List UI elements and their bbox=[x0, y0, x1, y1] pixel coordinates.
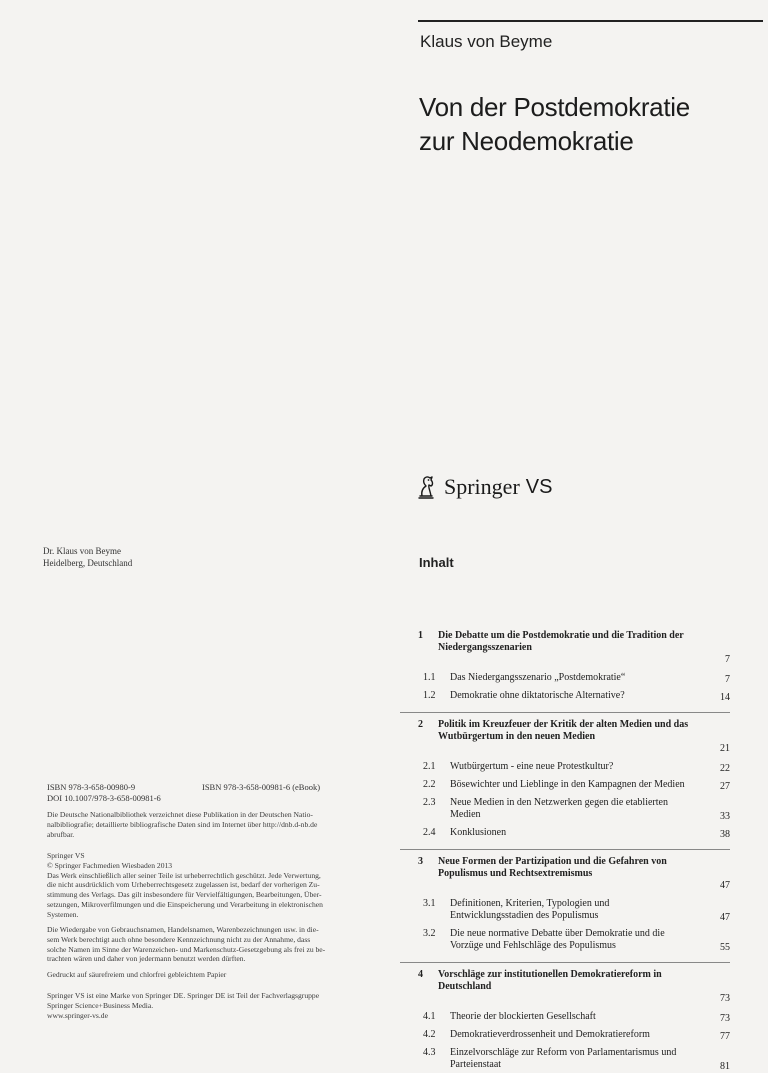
toc-section-number: 2.3 bbox=[423, 797, 436, 808]
isbn-block bbox=[47, 782, 337, 804]
toc-chapter bbox=[400, 712, 730, 839]
toc-page-number: 22 bbox=[720, 763, 730, 774]
legal-line: Die Wiedergabe von Gebrauchsnamen, Handelsnamen, Warenbezeichnungen usw. in die- bbox=[47, 925, 319, 934]
toc-section[interactable] bbox=[400, 827, 730, 839]
legal-line: Das Werk einschließlich aller seiner Teile ist urheberrechtlich geschützt. Jede Verwertung, bbox=[47, 870, 321, 880]
toc-section[interactable] bbox=[400, 779, 730, 791]
toc-section-number: 4.2 bbox=[423, 1029, 436, 1040]
toc-section-title: Einzelvorschläge zur Reform von Parlamentarismus und Parteienstaat bbox=[450, 1047, 677, 1070]
address-name: Dr. Klaus von Beyme bbox=[43, 546, 121, 556]
toc-page-number: 14 bbox=[720, 692, 730, 703]
toc-section-title: Definitionen, Kriterien, Typologien und Entwicklungsstadien des Populismus bbox=[450, 898, 610, 921]
toc-chapter-heading[interactable] bbox=[400, 969, 730, 1004]
legal-line: Gedruckt auf säurefreiem und chlorfrei gebleichtem Papier bbox=[47, 970, 227, 979]
toc-chapter-title: Politik im Kreuzfeuer der Kritik der alten Medien und das Wutbürgertum in den neuen Medien bbox=[438, 719, 689, 742]
legal-line: sem Werk berechtigt auch ohne besondere Kennzeichnung nicht zu der Annahme, dass bbox=[47, 934, 311, 944]
isbn-print: ISBN 978-3-658-00980-9 bbox=[47, 782, 136, 792]
toc-chapter-number: 3 bbox=[418, 856, 423, 867]
legal-line: abrufbar. bbox=[47, 829, 75, 839]
legal-line: © Springer Fachmedien Wiesbaden 2013 bbox=[47, 860, 173, 870]
paper-notice bbox=[47, 970, 357, 980]
toc-page-number: 73 bbox=[720, 993, 730, 1004]
toc-section-number: 4.3 bbox=[423, 1047, 436, 1058]
toc-section-title: Bösewichter und Lieblinge in den Kampagnen der Medien bbox=[450, 779, 685, 790]
toc-section[interactable] bbox=[400, 1029, 730, 1041]
imprint-notice bbox=[47, 991, 357, 1020]
toc-page-number: 7 bbox=[725, 674, 730, 685]
address-city: Heidelberg, Deutschland bbox=[43, 558, 133, 568]
toc-section-title: Konklusionen bbox=[450, 827, 507, 838]
toc-chapter-title: Die Debatte um die Postdemokratie und die Tradition der Niedergangsszenarien bbox=[438, 630, 684, 653]
legal-line: stimmung des Verlags. Das gilt insbesondere für Vervielfältigungen, Bearbeitungen, Über- bbox=[47, 890, 322, 900]
toc-section-title: Theorie der blockierten Gesellschaft bbox=[450, 1011, 596, 1022]
toc-section[interactable] bbox=[400, 672, 730, 684]
toc-section[interactable] bbox=[400, 761, 730, 773]
legal-line: Springer VS ist eine Marke von Springer DE. Springer DE ist Teil der Fachverlagsgruppe bbox=[47, 991, 320, 1000]
toc-chapter-heading[interactable] bbox=[400, 630, 730, 665]
legal-line: www.springer-vs.de bbox=[47, 1010, 108, 1020]
toc-page-number: 7 bbox=[725, 654, 730, 665]
legal-line: Springer Science+Business Media. bbox=[47, 1000, 154, 1010]
toc-page-number: 81 bbox=[720, 1061, 730, 1072]
toc-chapter-number: 2 bbox=[418, 719, 423, 730]
toc-section-number: 1.1 bbox=[423, 672, 436, 683]
springer-horse-icon bbox=[414, 474, 438, 500]
toc-section-number: 2.1 bbox=[423, 761, 436, 772]
toc-section-title: Demokratieverdrossenheit und Demokratiereform bbox=[450, 1029, 650, 1040]
isbn-ebook: ISBN 978-3-658-00981-6 (eBook) bbox=[202, 782, 321, 792]
toc-page-number: 55 bbox=[720, 942, 730, 953]
toc-page-number: 33 bbox=[720, 811, 730, 822]
toc-section[interactable] bbox=[400, 928, 730, 952]
toc-chapter-number: 4 bbox=[418, 969, 423, 980]
toc-chapter bbox=[400, 849, 730, 952]
book-title bbox=[419, 90, 690, 158]
toc-page-number: 47 bbox=[720, 880, 730, 891]
title-rule bbox=[418, 20, 763, 22]
toc-section[interactable] bbox=[400, 1011, 730, 1023]
author-address bbox=[43, 545, 132, 569]
toc-page-number: 73 bbox=[720, 1013, 730, 1024]
toc-section[interactable] bbox=[400, 797, 730, 821]
toc-page-number: 27 bbox=[720, 781, 730, 792]
toc-chapter-title: Vorschläge zur institutionellen Demokratiereform in Deutschland bbox=[438, 969, 662, 992]
toc-section-number: 2.2 bbox=[423, 779, 436, 790]
toc-section-title: Demokratie ohne diktatorische Alternative? bbox=[450, 690, 625, 701]
toc-section[interactable] bbox=[400, 690, 730, 702]
toc-chapter-heading[interactable] bbox=[400, 719, 730, 754]
book-title-line-2: zur Neodemokratie bbox=[419, 126, 634, 156]
toc-page-number: 38 bbox=[720, 829, 730, 840]
toc-section-title: Wutbürgertum - eine neue Protestkultur? bbox=[450, 761, 614, 772]
dnb-notice bbox=[47, 810, 357, 839]
publisher-name: Springer bbox=[444, 474, 520, 499]
toc-section-number: 3.2 bbox=[423, 928, 436, 939]
toc-section-number: 2.4 bbox=[423, 827, 436, 838]
toc-page-number: 47 bbox=[720, 912, 730, 923]
trademark-notice bbox=[47, 925, 357, 964]
toc-section-number: 1.2 bbox=[423, 690, 436, 701]
rights-notice bbox=[47, 851, 357, 920]
publisher-logo bbox=[414, 474, 552, 500]
toc-section-title: Das Niedergangsszenario „Postdemokratie“ bbox=[450, 672, 626, 683]
toc-section[interactable] bbox=[400, 1047, 730, 1071]
toc-chapter-heading[interactable] bbox=[400, 856, 730, 891]
toc-section-number: 4.1 bbox=[423, 1011, 436, 1022]
legal-line: setzungen, Mikroverfilmungen und die Einspeicherung und Verarbeitung in elektronischen bbox=[47, 899, 323, 909]
toc-chapter bbox=[400, 630, 730, 702]
toc-chapter-number: 1 bbox=[418, 630, 423, 641]
legal-line: solche Namen im Sinne der Warenzeichen- und Markenschutz-Gesetzgebung als frei zu be- bbox=[47, 944, 326, 954]
legal-line: Die Deutsche Nationalbibliothek verzeichnet diese Publikation in der Deutschen Natio- bbox=[47, 810, 313, 819]
publisher-suffix: VS bbox=[525, 475, 553, 498]
toc-chapter-title: Neue Formen der Partizipation und die Gefahren von Populismus und Rechtsextremismus bbox=[438, 856, 667, 879]
toc-page-number: 77 bbox=[720, 1031, 730, 1042]
legal-line: nalbibliografie; detaillierte bibliografische Daten sind im Internet über http://dnb.d-nb.de bbox=[47, 819, 318, 829]
book-title-line-1: Von der Postdemokratie bbox=[419, 92, 690, 122]
toc-section-number: 3.1 bbox=[423, 898, 436, 909]
author-name: Klaus von Beyme bbox=[420, 32, 553, 51]
toc-heading: Inhalt bbox=[419, 555, 454, 570]
toc-chapter bbox=[400, 962, 730, 1071]
legal-line: trachten wären und daher von jedermann benutzt werden dürften. bbox=[47, 954, 246, 964]
toc-page-number: 21 bbox=[720, 743, 730, 754]
legal-line: Systemen. bbox=[47, 909, 79, 919]
legal-line: Springer VS bbox=[47, 851, 85, 860]
toc-section[interactable] bbox=[400, 898, 730, 922]
toc-section-title: Neue Medien in den Netzwerken gegen die etablierten Medien bbox=[450, 797, 668, 820]
table-of-contents bbox=[400, 630, 730, 1071]
toc-section-title: Die neue normative Debatte über Demokratie und die Vorzüge und Fehlschläge des Populismus bbox=[450, 928, 665, 951]
legal-line: die nicht ausdrücklich vom Urheberrechtsgesetz zugelassen ist, bedarf der vorherigen Zu- bbox=[47, 880, 320, 890]
doi: DOI 10.1007/978-3-658-00981-6 bbox=[47, 793, 161, 803]
